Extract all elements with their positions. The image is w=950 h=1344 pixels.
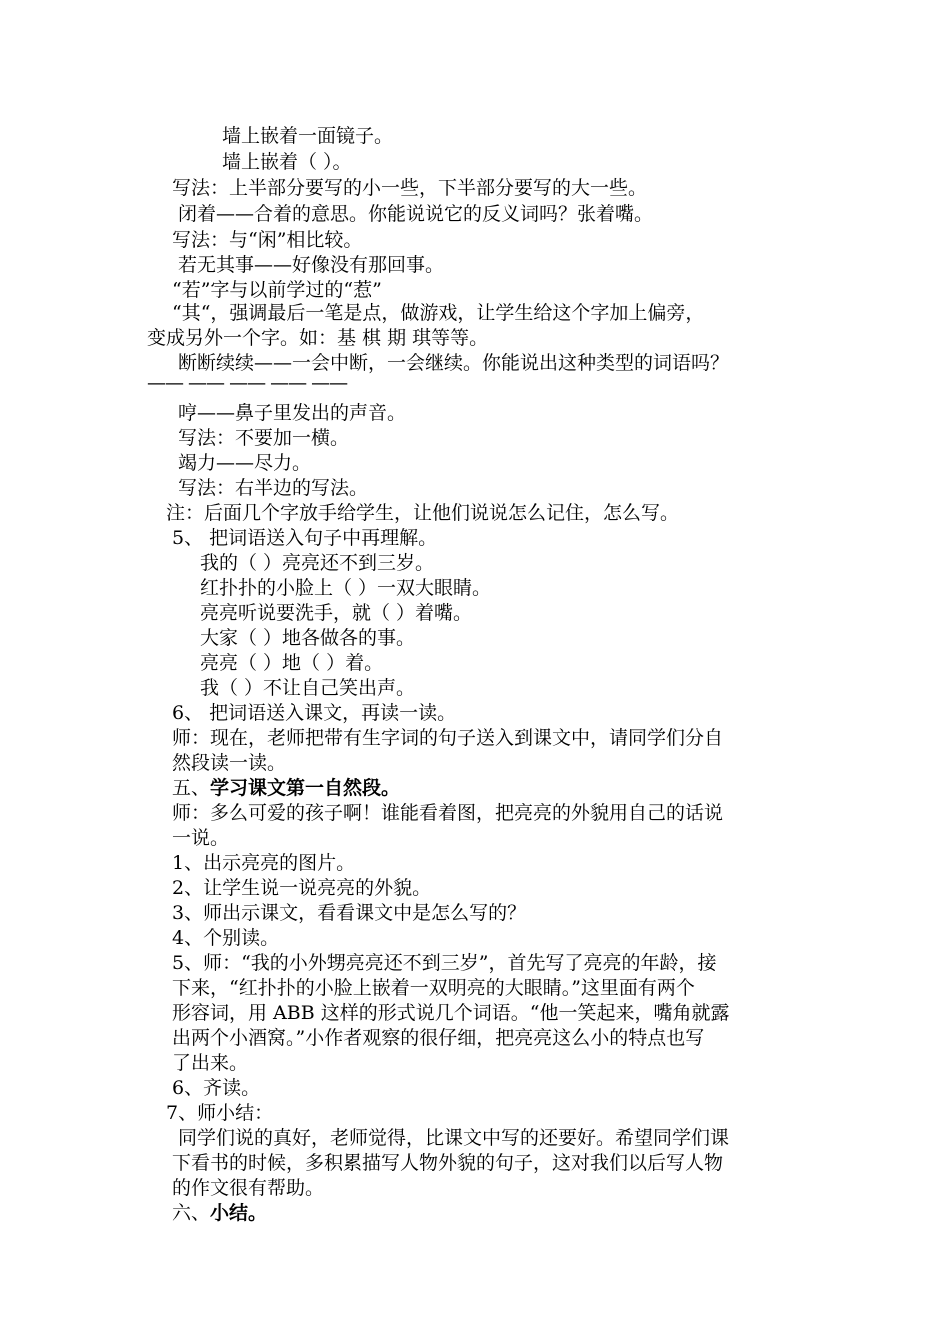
text-line: 断断续续——一会中断，一会继续。你能说出这种类型的词语吗？ — [178, 352, 730, 374]
text-line: 若无其事——好像没有那回事。 — [178, 254, 445, 276]
text-line: 出两个小酒窝。”小作者观察的很仔细，把亮亮这么小的特点也写 — [172, 1027, 705, 1049]
text-line: 亮亮（ ）地（ ）着。 — [200, 652, 384, 674]
text-line: 写法：不要加一横。 — [178, 427, 350, 449]
text-line: 2、让学生说一说亮亮的外貌。 — [172, 877, 432, 899]
text-line: 5、师：“我的小外甥亮亮还不到三岁”，首先写了亮亮的年龄，接 — [172, 952, 717, 974]
section-heading — [172, 1201, 267, 1225]
blank-lines: —— —— —— —— —— — [147, 372, 348, 394]
text-line: 7、师小结： — [166, 1102, 274, 1124]
text-line: 写法：右半边的写法。 — [178, 477, 369, 499]
section-number: 五、 — [172, 777, 211, 799]
text-line: 墙上嵌着（ ）。 — [222, 151, 352, 173]
section-title: 小结。 — [210, 1202, 268, 1224]
text-line: 哼——鼻子里发出的声音。 — [178, 402, 407, 424]
text-line: 变成另外一个字。如：基 棋 期 琪等等。 — [147, 327, 489, 349]
text-line: 下看书的时候，多积累描写人物外貌的句子，这对我们以后写人物 — [172, 1152, 724, 1174]
section-title: 学习课文第一自然段。 — [210, 777, 401, 799]
text-line: 写法：上半部分要写的小一些，下半部分要写的大一些。 — [172, 177, 648, 199]
text-line: 闭着——合着的意思。你能说说它的反义词吗？张着嘴。 — [178, 203, 654, 225]
section-number: 六、 — [172, 1202, 211, 1224]
text-line: 我（ ）不让自己笑出声。 — [200, 677, 416, 699]
text-line: 竭力——尽力。 — [178, 452, 312, 474]
text-line: 写法：与“闲”相比较。 — [172, 229, 363, 251]
section-heading — [172, 776, 400, 800]
text-line: 了出来。 — [172, 1052, 249, 1074]
text-line: 红扑扑的小脸上（ ）一双大眼睛。 — [200, 577, 492, 599]
text-line: 5、 把词语送入句子中再理解。 — [172, 527, 438, 549]
text-line: 4、个别读。 — [172, 927, 280, 949]
text-line: 6、齐读。 — [172, 1077, 261, 1099]
text-line: 1、出示亮亮的图片。 — [172, 852, 356, 874]
text-line: 形容词，用 ABB 这样的形式说几个词语。“他一笑起来，嘴角就露 — [172, 1002, 730, 1024]
text-line: “若”字与以前学过的“惹” — [172, 279, 382, 301]
text-line: 一说。 — [172, 827, 230, 849]
text-line: 6、 把词语送入课文，再读一读。 — [172, 702, 457, 724]
text-line: 的作文很有帮助。 — [172, 1177, 325, 1199]
text-line: 我的（ ）亮亮还不到三岁。 — [200, 552, 435, 574]
text-line: 下来，“红扑扑的小脸上嵌着一双明亮的大眼睛。”这里面有两个 — [172, 977, 695, 999]
text-line: 然段读一读。 — [172, 752, 287, 774]
text-line: 同学们说的真好，老师觉得，比课文中写的还要好。希望同学们课 — [178, 1127, 730, 1149]
text-line: 师：多么可爱的孩子啊！谁能看着图，把亮亮的外貌用自己的话说 — [172, 802, 724, 824]
text-line: “其“，强调最后一笔是点，做游戏，让学生给这个字加上偏旁， — [172, 302, 705, 324]
text-line: 大家（ ）地各做各的事。 — [200, 627, 416, 649]
text-line: 3、师出示课文，看看课文中是怎么写的？ — [172, 902, 527, 924]
text-line: 注：后面几个字放手给学生，让他们说说怎么记住，怎么写。 — [166, 502, 680, 524]
text-line: 亮亮听说要洗手，就（ ）着嘴。 — [200, 602, 473, 624]
text-line: 师：现在，老师把带有生字词的句子送入到课文中，请同学们分自 — [172, 727, 724, 749]
text-line: 墙上嵌着一面镜子。 — [222, 125, 394, 147]
